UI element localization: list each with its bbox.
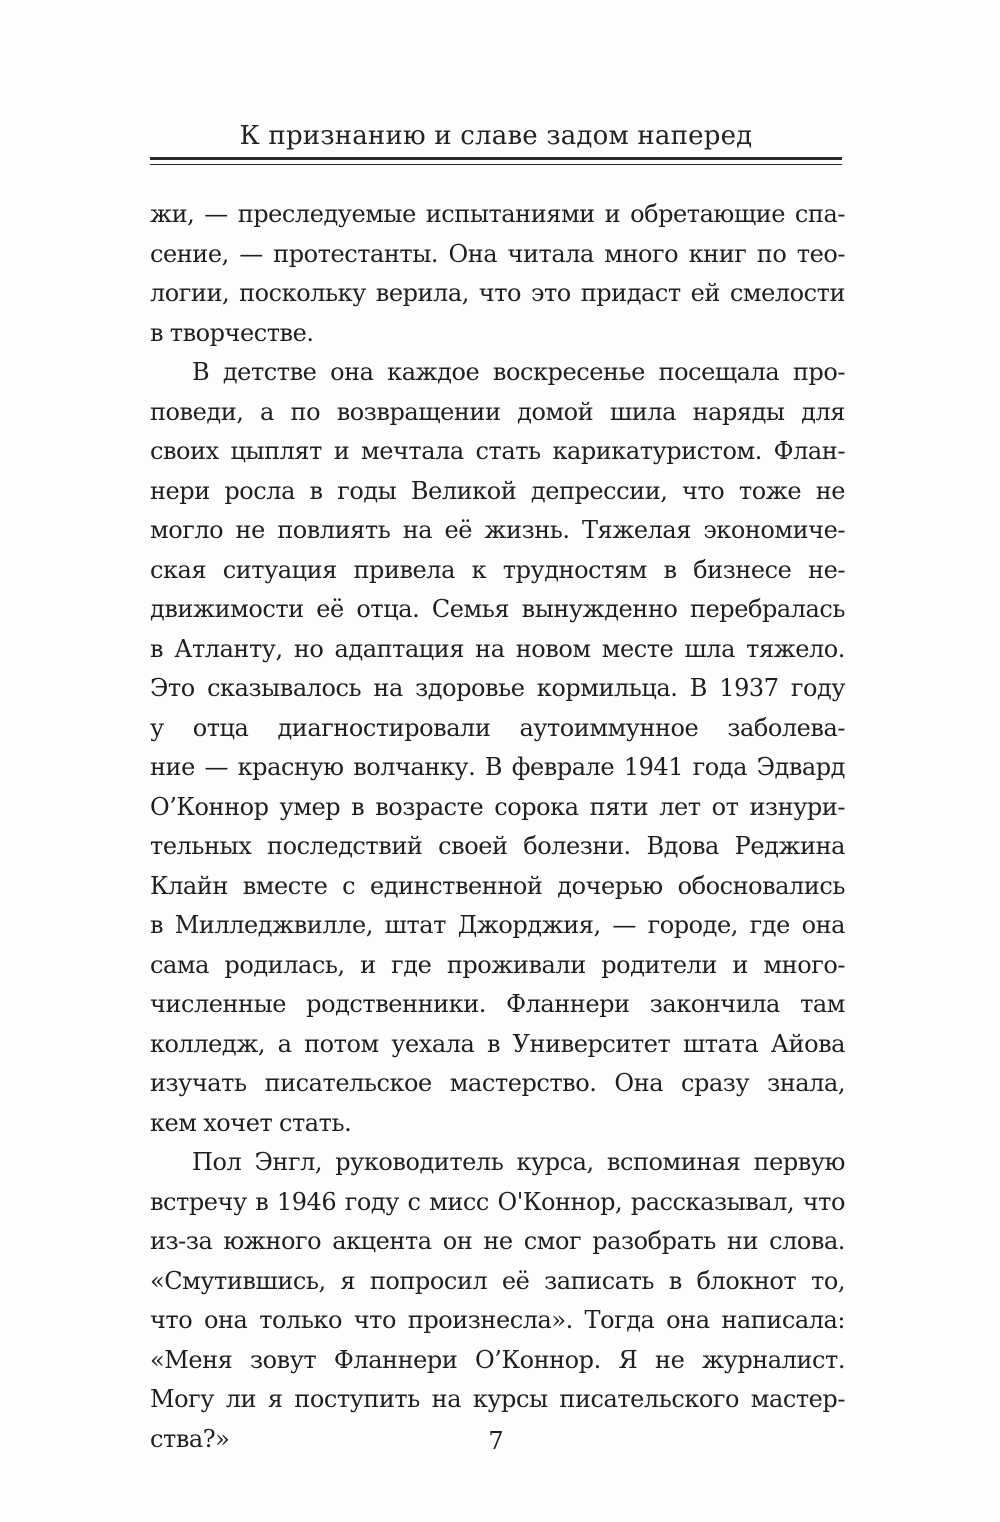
text-line: В детстве она каждое воскресенье посещала про- xyxy=(192,358,845,386)
text-line: колледж, а потом уехала в Университет штата Айова xyxy=(150,1029,845,1058)
paragraph-2 xyxy=(150,353,845,1143)
header-rule-thick xyxy=(150,157,842,160)
paragraph-3 xyxy=(150,1143,845,1459)
text-line: в Атланту, но адаптация на новом месте шла тяжело. xyxy=(150,634,845,663)
text-line: из-за южного акцента он не смог разобрать ни слова. xyxy=(150,1227,845,1255)
text-line: жи, — преследуемые испытаниями и обретающие спа- xyxy=(150,200,845,228)
text-line: встречу в 1946 году с мисс О'Коннор, рассказывал, что xyxy=(150,1187,845,1216)
running-title: К признанию и славе задом наперед xyxy=(239,121,753,151)
text-line: нери росла в годы Великой депрессии, что тоже не xyxy=(150,476,845,505)
paragraph-1 xyxy=(150,195,845,353)
text-line: у отца диагностировали аутоиммунное заболева- xyxy=(150,713,845,742)
text-line: ства?» xyxy=(150,1424,230,1453)
text-line: в Милледжвилле, штат Джорджия, — городе, где она xyxy=(150,911,845,939)
text-line: численные родственники. Фланнери закончила там xyxy=(150,990,845,1018)
text-line: логии, поскольку верила, что это придаст ей смелости xyxy=(150,279,845,307)
text-line: тельных последствий своей болезни. Вдова Реджина xyxy=(150,832,845,860)
body-text xyxy=(150,195,845,1459)
text-line: «Меня зовут Фланнери О’Коннор. Я не журналист. xyxy=(150,1345,845,1374)
text-line: Могу ли я поступить на курсы писательского мастер- xyxy=(150,1385,845,1413)
text-line: кем хочет стать. xyxy=(150,1108,352,1137)
header-rule-thin xyxy=(150,164,842,165)
text-line: своих цыплят и мечтала стать карикатуристом. Флан- xyxy=(150,437,845,465)
text-line: Это сказывалось на здоровье кормильца. В 1937 году xyxy=(150,674,845,702)
text-line: сама родилась, и где проживали родители и много- xyxy=(150,950,845,979)
text-line: сение, — протестанты. Она читала много книг по тео- xyxy=(150,239,845,268)
text-line: поведи, а по возвращении домой шила наряды для xyxy=(150,397,845,426)
text-line: О’Коннор умер в возрасте сорока пяти лет от изнури- xyxy=(150,792,845,821)
text-line: изучать писательское мастерство. Она сразу знала, xyxy=(150,1069,845,1097)
text-line: движимости её отца. Семья вынужденно перебралась xyxy=(150,595,845,623)
text-line: что она только что произнесла». Тогда она написала: xyxy=(150,1306,845,1334)
text-line: «Смутившись, я попросил её записать в блокнот то, xyxy=(150,1266,845,1295)
text-line: в творчестве. xyxy=(150,318,314,347)
text-line: ская ситуация привела к трудностям в бизнесе не- xyxy=(150,555,845,584)
text-line: Клайн вместе с единственной дочерью обосновались xyxy=(150,871,845,900)
text-line: могло не повлиять на её жизнь. Тяжелая экономиче- xyxy=(150,516,845,544)
text-line: Пол Энгл, руководитель курса, вспоминая первую xyxy=(192,1148,845,1176)
page-number: 7 xyxy=(488,1427,504,1455)
text-line: ние — красную волчанку. В феврале 1941 года Эдвард xyxy=(150,753,845,781)
